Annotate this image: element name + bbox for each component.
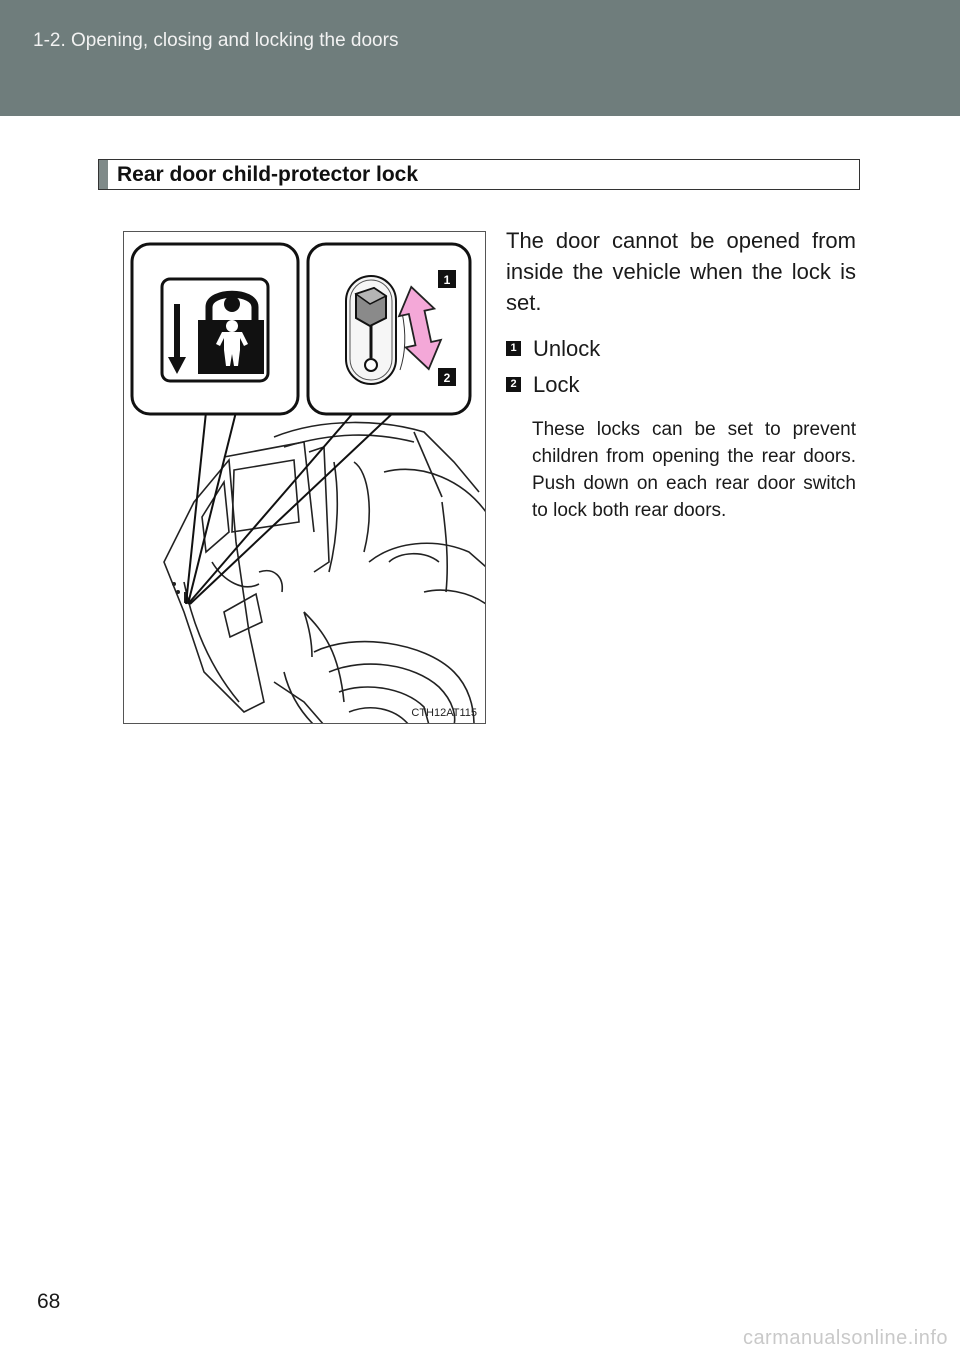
page-number: 68 [37,1290,61,1313]
section-heading-text: Rear door child-protector lock [117,163,419,186]
note-paragraph: These locks can be set to prevent children from opening the rear doors. Push down on each rear door switch to lock both rear doors. [532,419,856,521]
legend-badge-1: 1 [506,341,521,356]
section-heading [98,159,860,190]
legend-label-unlock: Unlock [533,336,601,361]
heading-marker [99,160,108,189]
legend-label-lock: Lock [533,372,580,397]
figure-code: CTH12AT115 [411,707,477,719]
callout-1-label: 1 [443,273,451,287]
callout-2-label: 2 [443,371,451,385]
illustration-figure [123,231,486,724]
child-lock-icon [162,279,268,381]
header-bar [0,0,960,116]
car-rear-door-icon [124,232,486,724]
legend-badge-2: 2 [506,377,521,392]
legend-item-lock [506,372,579,402]
watermark: carmanualsonline.info [742,1327,948,1349]
chapter-title: 1-2. Opening, closing and locking the doors [33,30,399,51]
intro-paragraph: The door cannot be opened from inside the vehicle when the lock is set. [506,228,856,315]
legend-item-unlock [506,336,600,366]
